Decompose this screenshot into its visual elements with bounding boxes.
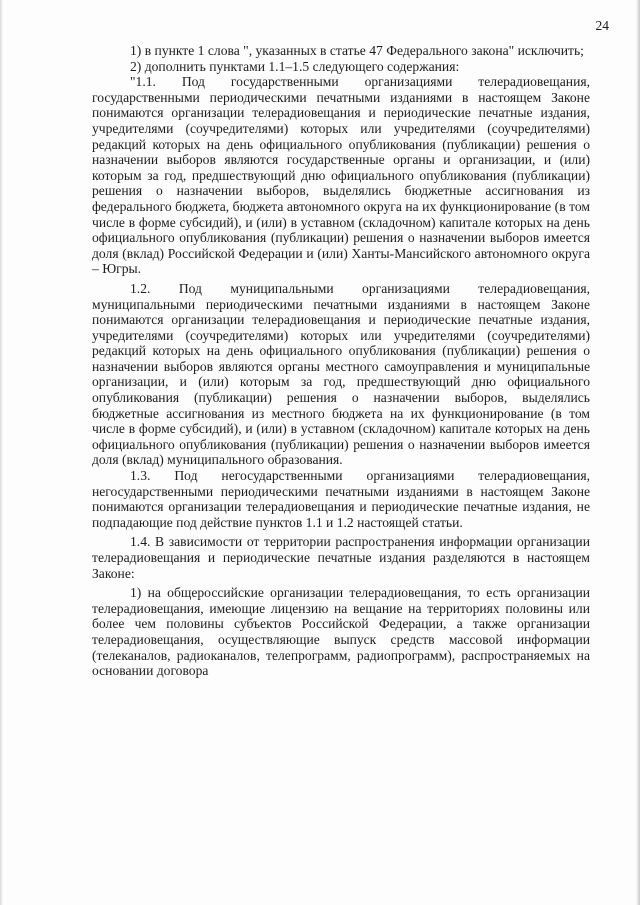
paragraph-clause-1-4: 1.4. В зависимости от территории распространения информации организации телерадиовещания и периодические печатные издания разделяются в настоящем Законе: <box>92 534 590 581</box>
scan-edge-left <box>0 0 3 905</box>
paragraph-subitem-1: 1) на общероссийские организации телерадиовещания, то есть организации телерадиовещания, имеющие лицензию на вещание на территориях половины или более чем половины субъектов Российской Федерации, а также организации телерадиовещания, осуществляющие выпуск средств массовой информации (телеканалов, радиоканалов, телепрограмм, радиопрограмм), распространяемых на основании договора <box>92 585 590 679</box>
paragraph-clause-1-3: 1.3. Под негосударственными организациями телерадиовещания, негосударственными периодическими печатными изданиями в настоящем Законе понимаются организации телерадиовещания и периодические печатные издания, не подпадающие под действие пунктов 1.1 и 1.2 настоящей статьи. <box>92 468 590 530</box>
document-body <box>92 43 590 679</box>
paragraph-clause-1-1: "1.1. Под государственными организациями телерадиовещания, государственными периодическими печатными изданиями в настоящем Законе понимаются организации телерадиовещания и периодические печатные издания, учредителями (соучредителями) которых или учредителями (соучредителями) редакций которых на день официального опубликования (публикации) решения о назначении выборов являются государственные органы и организации, и (или) которым за год, предшествующий дню официального опубликования (публикации) решения о назначении выборов, выделялись бюджетные ассигнования из федерального бюджета, бюджета автономного округа на их функционирование (в том числе в форме субсидий), и (или) в уставном (складочном) капитале которых на день официального опубликования (публикации) решения о назначении выборов имеется доля (вклад) Российской Федерации и (или) Ханты-Мансийского автономного округа – Югры. <box>92 74 590 277</box>
page-number: 24 <box>595 18 609 33</box>
paragraph-item-1: 1) в пункте 1 слова ", указанных в статье 47 Федерального закона" исключить; <box>130 43 584 58</box>
paragraph-clause-1-2: 1.2. Под муниципальными организациями телерадиовещания, муниципальными периодическими печатными изданиями в настоящем Законе понимаются организации телерадиовещания и периодические печатные издания, учредителями (соучредителями) которых или учредителями (соучредителями) редакций которых на день официального опубликования (публикации) решения о назначении выборов являются органы местного самоуправления и муниципальные организации, и (или) которым за год, предшествующий дню официального опубликования (публикации) решения о назначении выборов, выделялись бюджетные ассигнования из местного бюджета на их функционирование (в том числе в форме субсидий), и (или) в уставном (складочном) капитале которых на день официального опубликования (публикации) решения о назначении выборов имеется доля (вклад) муниципального образования. <box>92 280 590 468</box>
scan-edge-right <box>636 0 640 905</box>
paragraph-item-2: 2) дополнить пунктами 1.1–1.5 следующего содержания: <box>130 58 460 74</box>
